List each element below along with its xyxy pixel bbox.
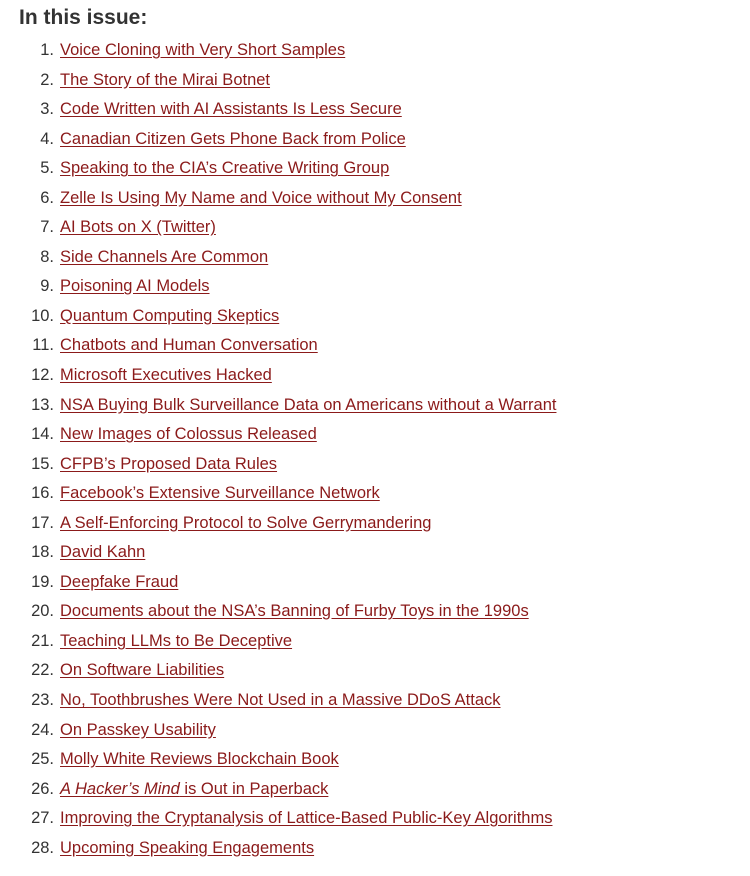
item-number: 27. [31, 809, 54, 828]
item-number: 28. [31, 838, 54, 857]
book-title[interactable]: A Hacker’s Mind [60, 779, 180, 798]
item-number: 11. [32, 336, 54, 355]
item-number: 26. [31, 779, 54, 798]
article-link[interactable]: No, Toothbrushes Were Not Used in a Massive DDoS Attack [60, 691, 501, 710]
item-number: 5. [40, 159, 54, 178]
item-number: 19. [31, 572, 54, 591]
item-number: 12. [31, 366, 54, 385]
article-link[interactable]: On Software Liabilities [60, 661, 225, 680]
item-number: 6. [40, 188, 54, 207]
article-link[interactable]: NSA Buying Bulk Surveillance Data on Americans without a Warrant [60, 395, 557, 414]
item-number: 7. [40, 218, 54, 237]
article-link[interactable]: The Story of the Mirai Botnet [60, 70, 271, 89]
article-link-rest[interactable]: is Out in Paperback [179, 779, 329, 798]
item-number: 16. [31, 484, 54, 503]
article-link[interactable]: Deepfake Fraud [60, 572, 179, 591]
item-number: 2. [40, 70, 54, 89]
article-link[interactable]: Facebook’s Extensive Surveillance Network [60, 484, 380, 503]
item-number: 4. [40, 129, 54, 148]
article-link[interactable]: Zelle Is Using My Name and Voice without My Consent [60, 188, 462, 207]
article-link[interactable]: Teaching LLMs to Be Deceptive [60, 631, 293, 650]
article-link[interactable]: A Self-Enforcing Protocol to Solve Gerrymandering [60, 513, 432, 532]
article-link[interactable]: Code Written with AI Assistants Is Less Secure [60, 100, 402, 119]
article-link[interactable]: Canadian Citizen Gets Phone Back from Police [60, 129, 406, 148]
item-number: 18. [31, 543, 54, 562]
article-link[interactable]: Documents about the NSA’s Banning of Furby Toys in the 1990s [60, 602, 529, 621]
article-link[interactable]: David Kahn [60, 543, 146, 562]
item-number: 20. [31, 602, 54, 621]
article-link[interactable] [60, 775, 328, 805]
item-number: 13. [31, 395, 54, 414]
article-link[interactable]: Upcoming Speaking Engagements [60, 838, 315, 857]
article-link[interactable]: Molly White Reviews Blockchain Book [60, 750, 339, 769]
article-link[interactable]: Microsoft Executives Hacked [60, 366, 272, 385]
item-number: 1. [40, 41, 54, 59]
item-number: 9. [40, 277, 54, 296]
item-number: 25. [31, 750, 54, 769]
article-link[interactable]: Chatbots and Human Conversation [60, 336, 318, 355]
item-number: 23. [31, 691, 54, 710]
article-link[interactable]: Poisoning AI Models [60, 277, 210, 296]
article-link[interactable]: AI Bots on X (Twitter) [60, 218, 216, 237]
item-number: 3. [40, 100, 54, 119]
item-number: 24. [31, 720, 54, 739]
article-link[interactable]: Side Channels Are Common [60, 247, 269, 266]
item-number: 22. [31, 661, 54, 680]
item-number: 10. [31, 306, 54, 325]
article-link[interactable]: Improving the Cryptanalysis of Lattice-Based Public-Key Algorithms [60, 809, 553, 828]
item-number: 14. [31, 425, 54, 444]
item-number: 8. [40, 247, 54, 266]
item-number: 17. [31, 513, 54, 532]
article-link[interactable]: Voice Cloning with Very Short Samples [60, 41, 346, 59]
issue-heading: In this issue: [19, 6, 148, 29]
article-link[interactable]: New Images of Colossus Released [60, 425, 317, 444]
article-link[interactable]: Speaking to the CIA’s Creative Writing Group [60, 159, 390, 178]
article-link[interactable]: On Passkey Usability [60, 720, 216, 739]
article-link[interactable]: Quantum Computing Skeptics [60, 306, 280, 325]
item-number: 21. [31, 631, 54, 650]
item-number: 15. [31, 454, 54, 473]
article-link[interactable]: CFPB’s Proposed Data Rules [60, 454, 278, 473]
